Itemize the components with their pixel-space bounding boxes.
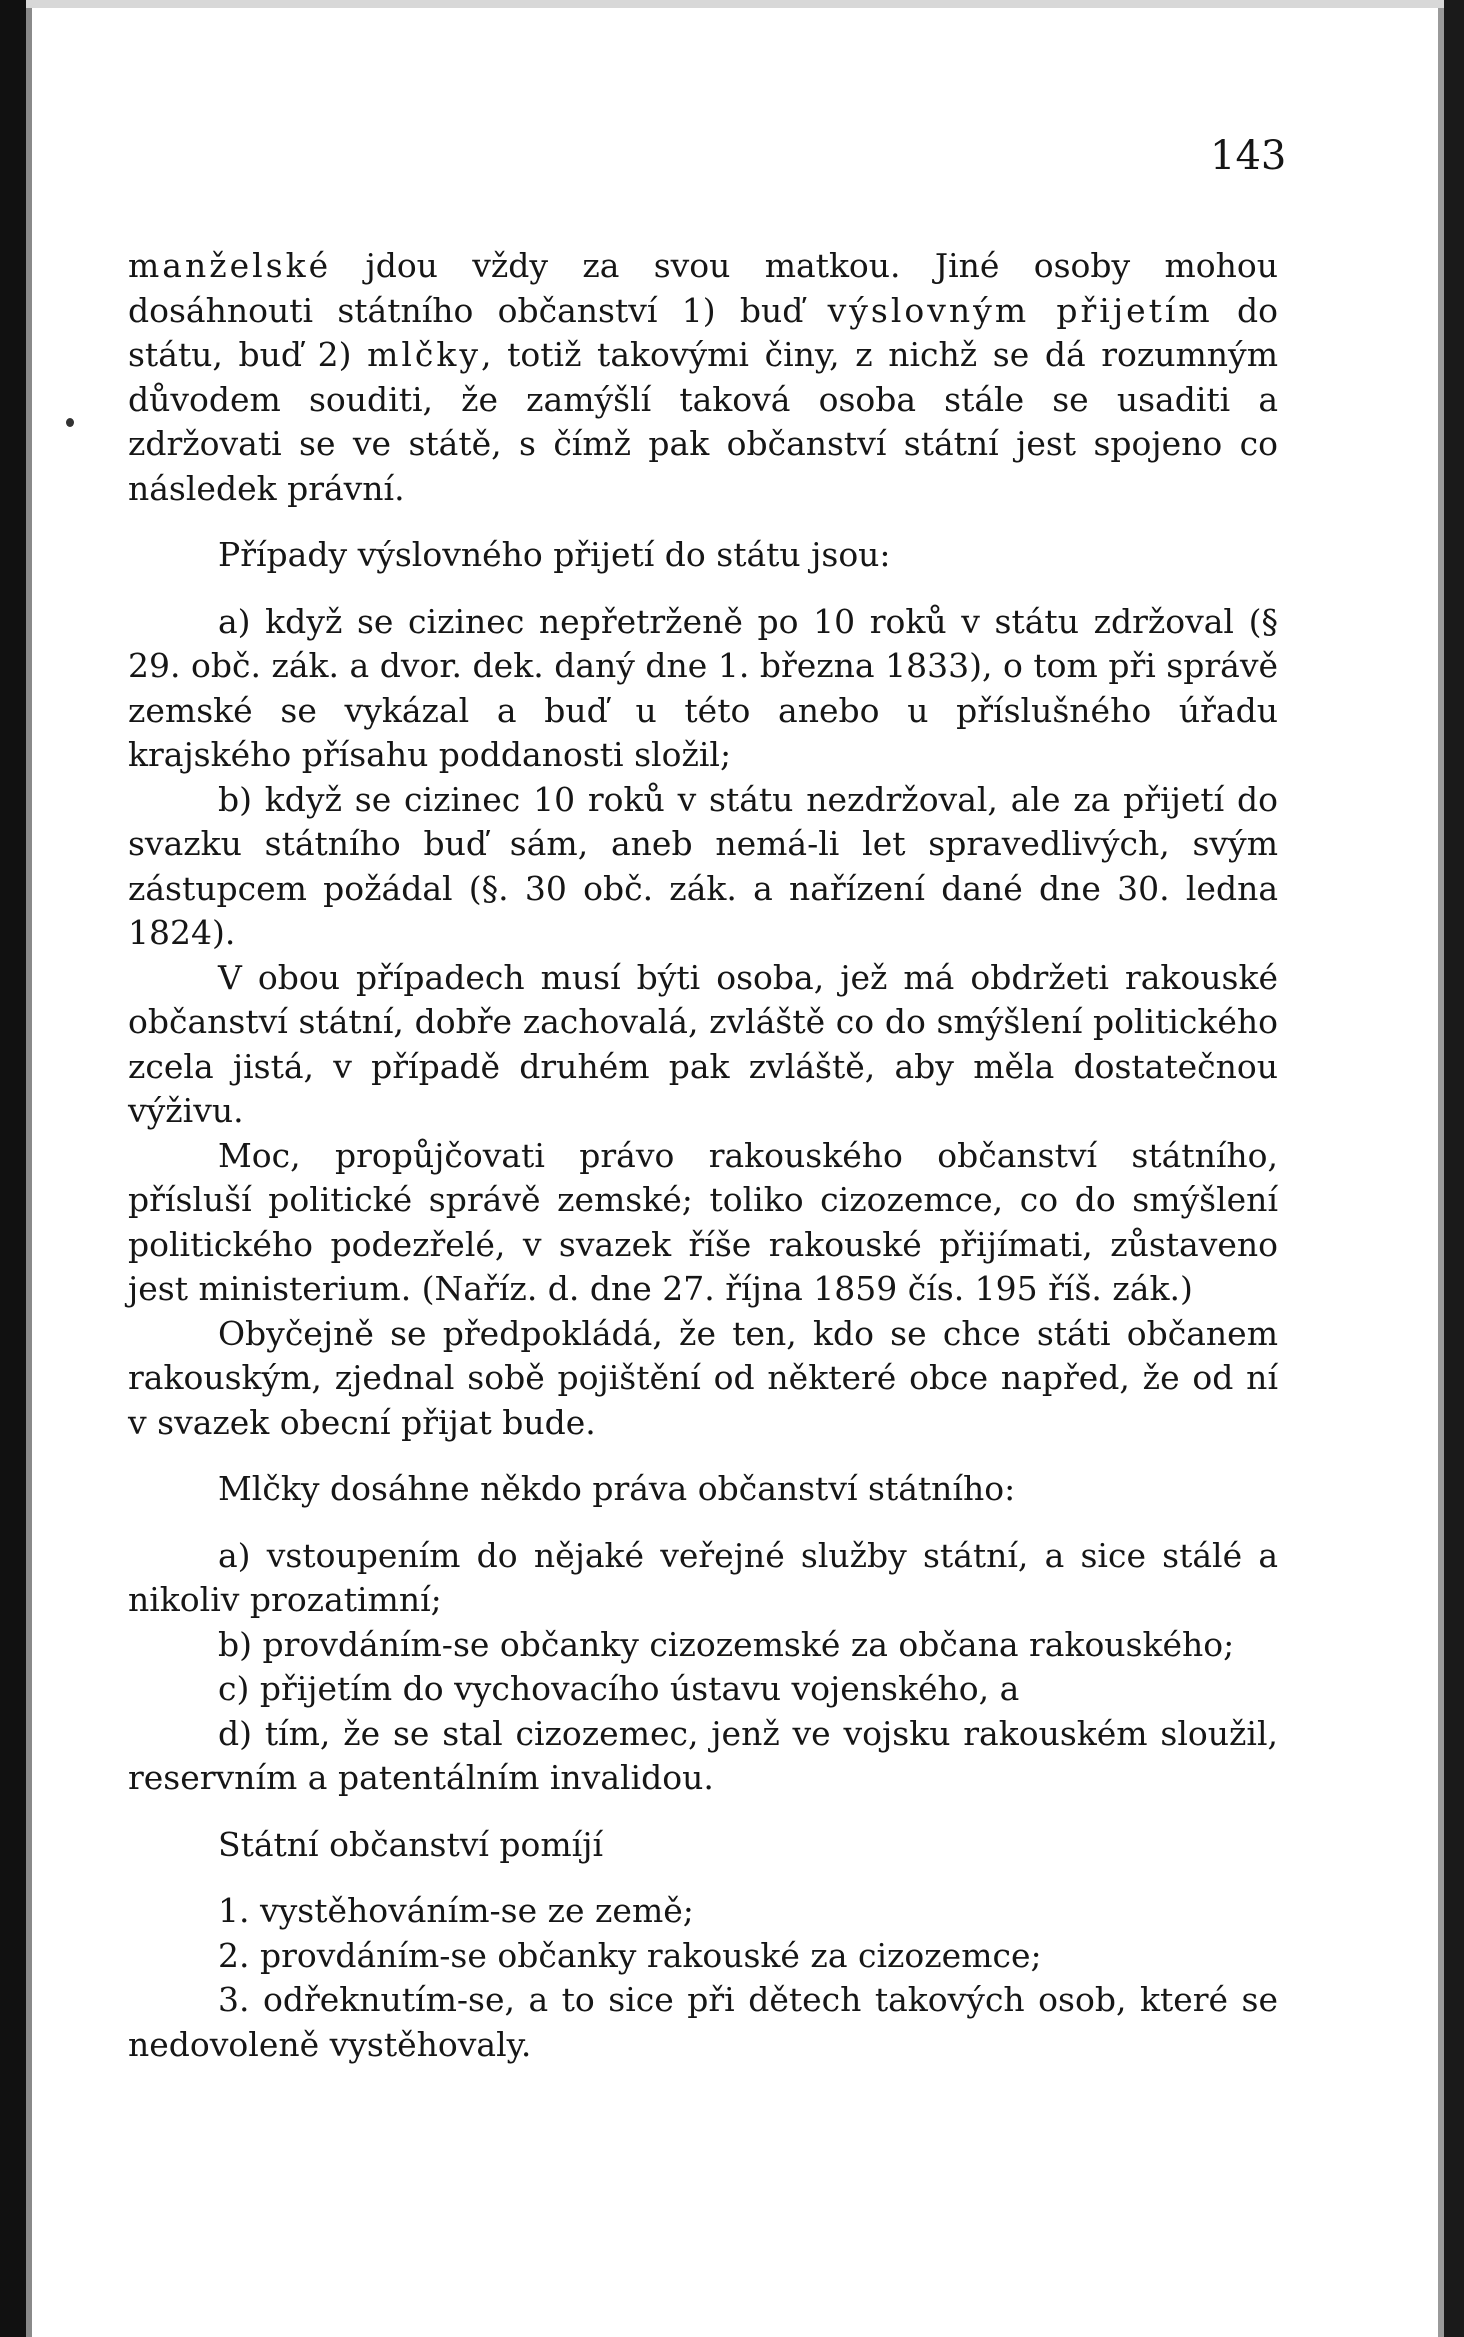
scan-border-left <box>0 0 26 2337</box>
paragraph-1-part-3: , totiž takovými činy, z nichž se dá rozumným důvodem souditi, že zamýšlí taková osoba stále se usaditi a zdržovati se ve státě, s čímž pak občanství státní jest spojeno co následek právní. <box>128 335 1278 508</box>
paragraph-2: V obou případech musí býti osoba, jež má obdržeti rakouské občanství státní, dobře zachovalá, zvláště co do smýšlení politického zcela jistá, v případě druhém pak zvláště, aby měla dostatečnou výživu. <box>128 957 1278 1130</box>
item-a-vyslovne: a) když se cizinec nepřetrženě po 10 roků v státu zdržoval (§ 29. obč. zák. a dvor. dek. daný dne 1. března 1833), o tom při správě zemské se vykázal a buď u této anebo u příslušného úřadu krajského přísahu poddanosti složil; <box>128 601 1278 774</box>
scan-border-right-inner <box>1438 0 1444 2337</box>
item-a-mlcky: a) vstoupením do nějaké veřejné služby státní, a sice stálé a nikoliv prozatimní; <box>128 1535 1278 1619</box>
emphasis-manzelske: manželské <box>128 246 332 285</box>
paragraph-1-part-1: jdou vždy za svou matkou. Jiné osoby mohou dosáhnouti státního občanství 1) buď <box>128 246 1278 330</box>
scan-border-right <box>1444 0 1464 2337</box>
paragraph-1-part-2: do státu, buď 2) <box>128 290 1278 374</box>
scan-border-left-inner <box>26 0 32 2337</box>
paragraph-1 <box>128 244 1278 511</box>
item-c-mlcky: c) přijetím do vychovacího ústavu vojenského, a <box>218 1669 1020 1708</box>
heading-vyslovne-prijeti: Případy výslovného přijetí do státu jsou: <box>218 535 891 574</box>
text-block <box>128 244 1278 2067</box>
item-b-mlcky: b) provdáním-se občanky cizozemské za občana rakouského; <box>218 1624 1235 1664</box>
paragraph-4: Obyčejně se předpokládá, že ten, kdo se chce státi občanem rakouským, zjednal sobě pojištění od některé obce napřed, že od ní v svazek obecní přijat bude. <box>128 1313 1278 1442</box>
scan-border-top <box>26 0 1444 8</box>
heading-pomiji: Státní občanství pomíjí <box>218 1824 604 1864</box>
emphasis-vyslovnym: výslovným přijetím <box>827 290 1213 330</box>
scan-speck <box>66 418 74 427</box>
item-b-vyslovne: b) když se cizinec 10 roků v státu nezdržoval, ale za přijetí do svazku státního buď sám, aneb nemá-li let spravedlivých, svým zástupcem požádal (§. 30 obč. zák. a nařízení dané dne 30. ledna 1824). <box>128 779 1278 952</box>
item-d-mlcky: d) tím, že se stal cizozemec, jenž ve vojsku rakouském sloužil, reservním a patentálním invalidou. <box>128 1713 1278 1797</box>
page-number: 143 <box>1210 133 1287 179</box>
list-item-1: 1. vystěhováním-se ze země; <box>218 1891 694 1930</box>
list-item-2: 2. provdáním-se občanky rakouské za cizozemce; <box>218 1935 1042 1975</box>
heading-mlcky: Mlčky dosáhne někdo práva občanství státního: <box>218 1469 1016 1508</box>
paragraph-3: Moc, propůjčovati právo rakouského občanství státního, přísluší politické správě zemské; toliko cizozemce, co do smýšlení politického podezřelé, v svazek říše rakouské přijímati, zůstaveno jest ministerium. (Naříz. d. dne 27. října 1859 čís. 195 říš. zák.) <box>128 1135 1278 1308</box>
emphasis-mlcky: mlčky <box>367 335 482 374</box>
list-item-3: 3. odřeknutím-se, a to sice při dětech takových osob, které se nedovoleně vystěhovaly. <box>128 1980 1278 2064</box>
